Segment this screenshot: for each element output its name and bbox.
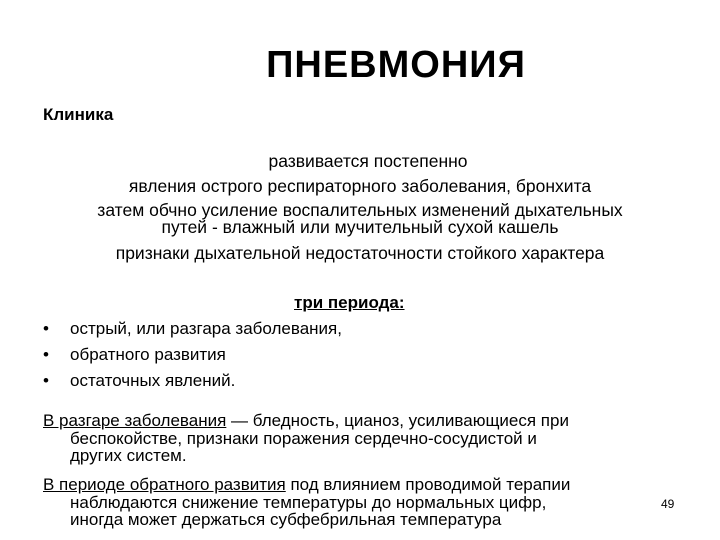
paragraph-text: беспокойстве, признаки поражения сердечно-сосудистой и: [70, 428, 537, 448]
paragraph-first-line: [43, 412, 683, 430]
section-subtitle: Клиника: [43, 105, 114, 124]
intro-line: признаки дыхательной недостаточности стойкого характера: [115, 243, 605, 263]
periods-list: [43, 316, 342, 394]
list-item: [43, 368, 342, 394]
list-item: [43, 342, 342, 368]
bullet-icon: •: [43, 345, 49, 364]
bullet-icon: •: [43, 319, 49, 338]
list-item-text: остаточных явлений.: [70, 371, 236, 390]
paragraph-lead: В разгаре заболевания: [43, 411, 227, 430]
bullet-icon: •: [43, 371, 49, 390]
list-item-text: обратного развития: [70, 345, 226, 364]
paragraph-text: наблюдаются снижение температуры до нормальных цифр,: [70, 492, 547, 512]
paragraph-text: иногда может держаться субфебрильная температура: [70, 510, 502, 529]
paragraph-text: других систем.: [70, 446, 187, 465]
paragraph-first-line: [43, 476, 683, 494]
intro-line: развивается постепенно: [268, 151, 468, 171]
paragraph-lead: В периоде обратного развития: [43, 475, 286, 494]
periods-heading: три периода:: [294, 293, 405, 312]
intro-line: явления острого респираторного заболевания, бронхита: [128, 176, 592, 196]
intro-line: путей - влажный или мучительный сухой кашель: [161, 217, 559, 237]
paragraph-recovery-period: [43, 476, 683, 529]
list-item-text: острый, или разгара заболевания,: [70, 319, 342, 338]
slide-title: ПНЕВМОНИЯ: [266, 44, 526, 86]
paragraph-text: под влиянием проводимой терапии: [285, 475, 571, 494]
list-item: [43, 316, 342, 342]
intro-line: затем обчно усиление воспалительных изменений дыхательных: [97, 200, 623, 220]
paragraph-acute-period: [43, 412, 683, 465]
paragraph-text: — бледность, цианоз, усиливающиеся при: [226, 411, 569, 430]
page-number: 49: [661, 497, 675, 511]
